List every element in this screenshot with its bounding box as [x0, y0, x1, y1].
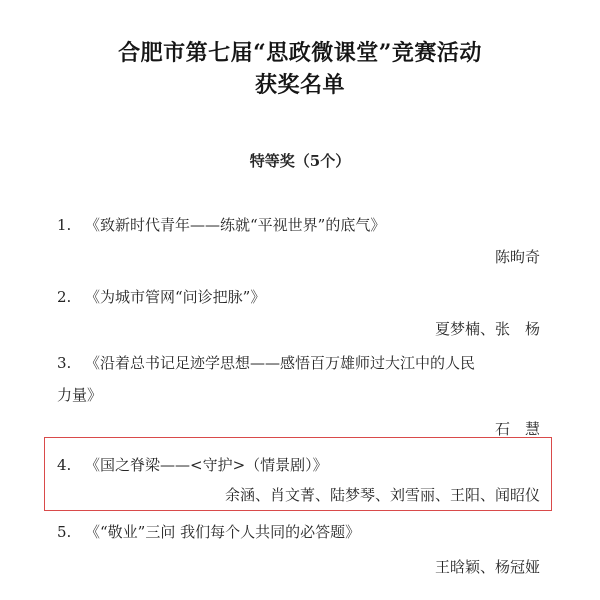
entry-4-number: 4.: [57, 456, 72, 474]
entry-1-number: 1.: [57, 216, 72, 234]
entry-2-title: 《为城市管网“问诊把脉”》: [85, 288, 266, 306]
entry-3-title-line2: 力量》: [57, 386, 103, 404]
entry-1-authors: 陈昫奇: [494, 248, 540, 266]
entry-2-number: 2.: [57, 288, 72, 306]
entry-3-number: 3.: [57, 354, 72, 372]
entry-3-title-line: [57, 352, 475, 373]
entry-3-authors: 石 慧: [494, 420, 540, 438]
document-subtitle: 获奖名单: [254, 72, 345, 98]
entry-4-title-line: [57, 454, 328, 475]
entry-1-title-line: [57, 214, 385, 235]
entry-4-authors: 余涵、肖文菁、陆梦琴、刘雪丽、王阳、闻昭仪: [224, 486, 540, 504]
entry-2-title-line: [57, 286, 265, 307]
entry-4-title: 《国之脊梁——<守护>（情景剧）》: [85, 456, 328, 474]
entry-5-authors: 王晗颖、杨冠娅: [434, 558, 540, 576]
entry-2-authors: 夏梦楠、张 杨: [434, 320, 540, 338]
entry-5-number: 5.: [57, 523, 72, 541]
entry-1-title: 《致新时代青年——练就“平视世界”的底气》: [85, 216, 386, 234]
section-title: 特等奖（5个）: [249, 152, 351, 170]
entry-5-title-line: [57, 521, 360, 542]
document-title: 合肥市第七届“思政微课堂”竞赛活动: [118, 40, 482, 66]
entry-3-title-part1: 《沿着总书记足迹学思想——感悟百万雄师过大江中的人民: [85, 354, 476, 372]
entry-5-title: 《“敬业”三问 我们每个人共同的必答题》: [85, 523, 361, 541]
